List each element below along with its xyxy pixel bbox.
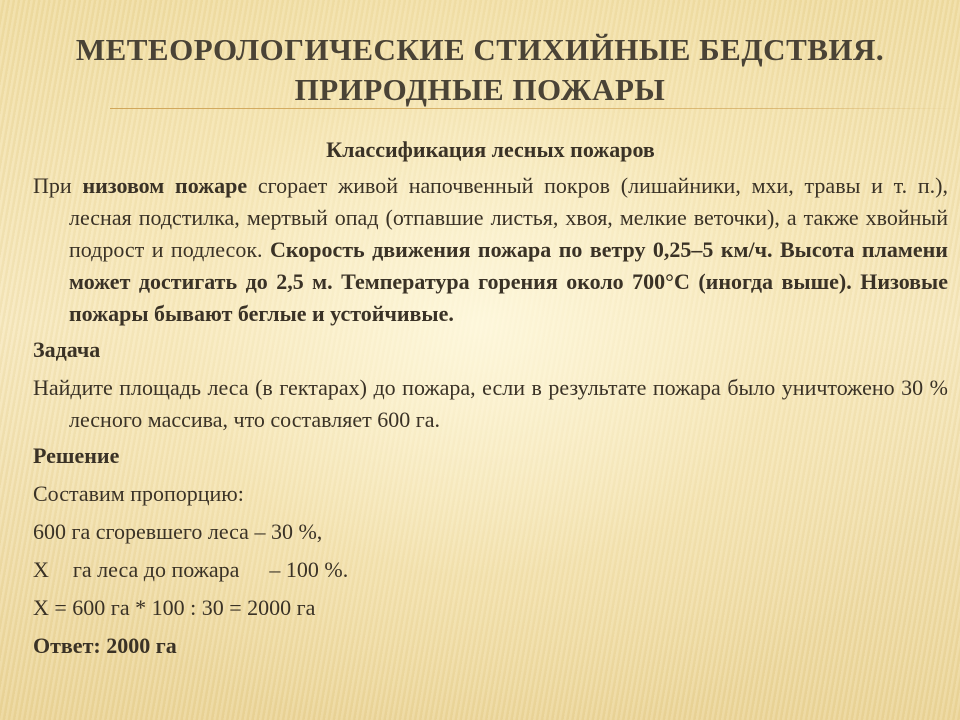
paragraph-ground-fire — [33, 170, 948, 330]
title-line-2: ПРИРОДНЫЕ ПОЖАРЫ — [294, 72, 666, 107]
slide-title — [60, 30, 900, 110]
step3-percent: – 100 %. — [269, 557, 349, 582]
answer: Ответ: 2000 га — [33, 633, 177, 658]
task-text: Найдите площадь леса (в гектарах) до пожара, если в результате пожара было уничтожено 30 % лесного массива, что составляет 600 га. — [33, 375, 948, 432]
title-line-1: МЕТЕОРОЛОГИЧЕСКИЕ СТИХИЙНЫЕ БЕДСТВИЯ. — [75, 32, 885, 67]
para-bold-1: низовом пожаре — [82, 173, 248, 198]
step3-variable: Х — [33, 557, 49, 582]
solution-label: Решение — [33, 443, 120, 468]
task-label: Задача — [33, 337, 101, 362]
step3-desc: га леса до пожара — [72, 557, 240, 582]
para-text-1: При — [33, 173, 83, 198]
para-bold-2: Скорость движения пожара по ветру 0,25–5 км/ч. Высота пламени может достигать до 2,5 м. Температура горения около 700°С (иногда выше). Низовые пожары бывают беглые и устойчивые. — [69, 237, 948, 326]
solution-step-3 — [33, 554, 948, 586]
solution-step-4: Х = 600 га * 100 : 30 = 2000 га — [33, 595, 316, 620]
solution-step-1: Составим пропорцию: — [33, 481, 244, 506]
para-text-2: сгорает живой напочвенный покров (лишайники, мхи, травы и т. п.), лесная подстилка, мертвый опад (отпавшие листья, хвоя, мелкие веточки), а также хвойный подрост и подлесок. — [69, 173, 948, 262]
subheading: Классификация лесных пожаров — [326, 137, 655, 162]
title-divider — [110, 108, 960, 109]
slide-body — [33, 134, 948, 668]
solution-step-2: 600 га сгоревшего леса – 30 %, — [33, 519, 323, 544]
